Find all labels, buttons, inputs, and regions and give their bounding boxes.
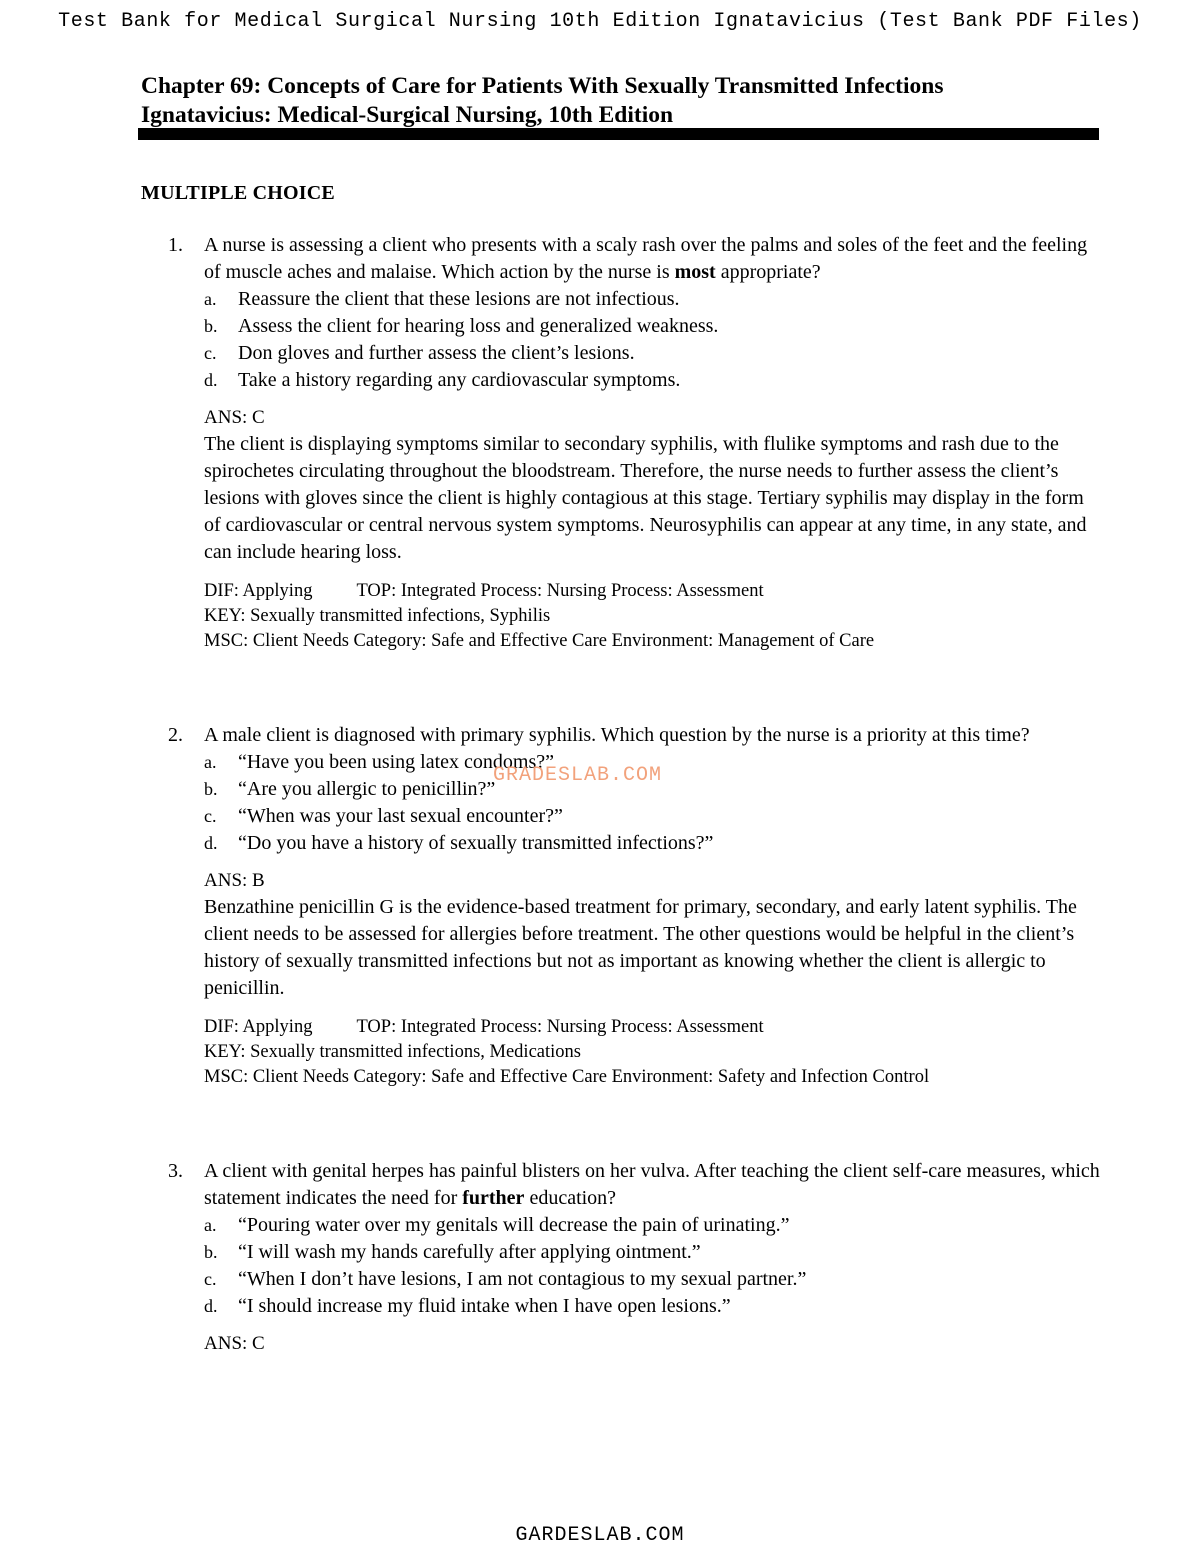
keywords: KEY: Sexually transmitted infections, Syphilis [204, 606, 551, 626]
question-metadata [204, 1015, 1104, 1090]
answer-key: ANS: C [204, 407, 265, 428]
question-stem: A male client is diagnosed with primary syphilis. Which question by the nurse is a priority at this time? [204, 724, 1030, 746]
emphasis-word: most [674, 261, 716, 283]
difficulty: DIF: Applying [204, 1017, 313, 1037]
option-a: a. “Pouring water over my genitals will decrease the pain of urinating.” [204, 1214, 790, 1236]
question-stem: A nurse is assessing a client who presents with a scaly rash over the palms and soles of the feet and the feeling of muscle aches and malaise. Which action by the nurse is most appropriate? [204, 234, 1088, 283]
option-d: d. Take a history regarding any cardiovascular symptoms. [204, 369, 681, 391]
option-c: c. “When was your last sexual encounter?” [204, 805, 563, 827]
options-list [204, 1212, 1104, 1320]
question-number: 3. [168, 1160, 183, 1182]
option-d: d. “I should increase my fluid intake when I have open lesions.” [204, 1295, 731, 1317]
rationale: The client is displaying symptoms similar to secondary syphilis, with flulike symptoms and rash due to the spirochetes circulating throughout the bloodstream. Therefore, the nurse needs to further assess the client’s lesions with gloves since the client is highly contagious at this stage. Tertiary syphilis may display in the form of cardiovascular or central nervous system symptoms. Neurosyphilis can appear at any time, in any state, and can include hearing loss. [204, 433, 1087, 563]
document-header: Test Bank for Medical Surgical Nursing 10th Edition Ignatavicius (Test Bank PDF Files) [58, 10, 1142, 33]
question-number: 1. [168, 234, 183, 256]
rationale: Benzathine penicillin G is the evidence-based treatment for primary, secondary, and early latent syphilis. The client needs to be assessed for allergies before treatment. The other questions would be helpful in the client’s history of sexually transmitted infections but not as important as knowing whether the client is allergic to penicillin. [204, 896, 1077, 999]
section-heading: MULTIPLE CHOICE [141, 182, 335, 204]
answer-key: ANS: B [204, 870, 265, 891]
option-a: a. “Have you been using latex condoms?” [204, 751, 555, 773]
difficulty: DIF: Applying [204, 581, 313, 601]
page-footer: GARDESLAB.COM [515, 1524, 685, 1547]
option-b: b. “Are you allergic to penicillin?” [204, 778, 496, 800]
topic: TOP: Integrated Process: Nursing Process: Assessment [356, 1017, 764, 1037]
chapter-title [141, 72, 1099, 130]
option-b: b. Assess the client for hearing loss and generalized weakness. [204, 315, 719, 337]
book-title-line: Ignatavicius: Medical-Surgical Nursing, 10th Edition [141, 102, 674, 128]
option-a: a. Reassure the client that these lesions are not infectious. [204, 288, 680, 310]
answer-key: ANS: C [204, 1333, 265, 1354]
watermark: GRADESLAB.COM [493, 764, 663, 787]
question-stem: A client with genital herpes has painful blisters on her vulva. After teaching the client self-care measures, which statement indicates the need for further education? [204, 1160, 1100, 1209]
keywords: KEY: Sexually transmitted infections, Medications [204, 1042, 581, 1062]
option-b: b. “I will wash my hands carefully after applying ointment.” [204, 1241, 701, 1263]
option-c: c. “When I don’t have lesions, I am not contagious to my sexual partner.” [204, 1268, 807, 1290]
title-rule [138, 128, 1099, 140]
topic: TOP: Integrated Process: Nursing Process: Assessment [356, 581, 764, 601]
client-needs: MSC: Client Needs Category: Safe and Effective Care Environment: Management of Care [204, 631, 875, 651]
question-metadata [204, 579, 1104, 654]
client-needs: MSC: Client Needs Category: Safe and Effective Care Environment: Safety and Infection Control [204, 1067, 930, 1087]
option-c: c. Don gloves and further assess the client’s lesions. [204, 342, 635, 364]
question-number: 2. [168, 724, 183, 746]
option-d: d. “Do you have a history of sexually transmitted infections?” [204, 832, 714, 854]
chapter-title-line: Chapter 69: Concepts of Care for Patients With Sexually Transmitted Infections [141, 73, 944, 99]
options-list [204, 286, 1104, 394]
emphasis-word: further [462, 1187, 525, 1209]
